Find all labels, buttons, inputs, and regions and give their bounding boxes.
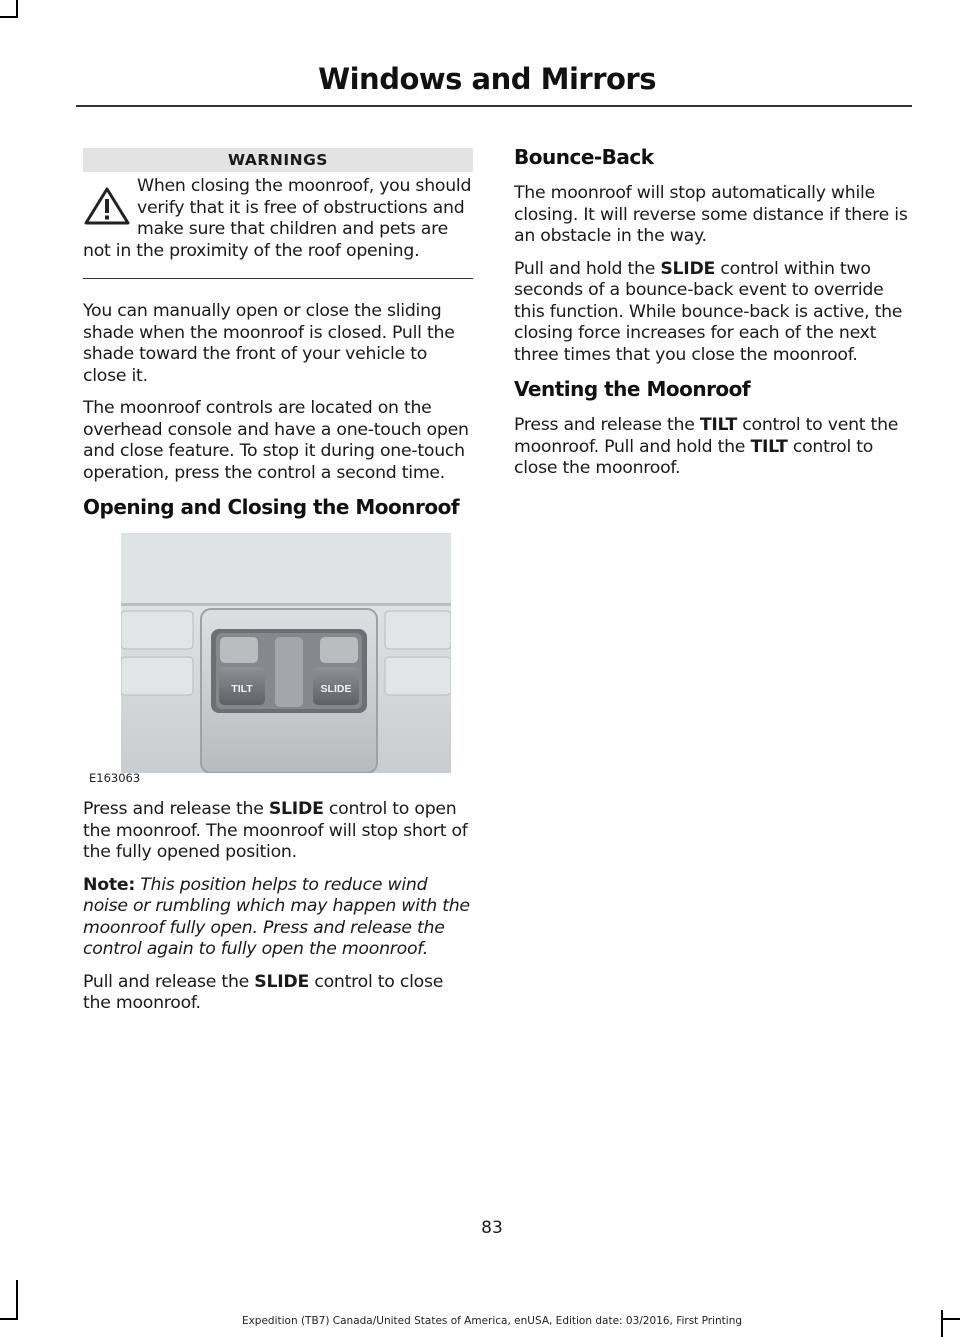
page-title: Windows and Mirrors (318, 62, 656, 96)
heading-venting: Venting the Moonroof (514, 377, 751, 401)
paragraph-pull-slide: Pull and release the SLIDE control to close the moonroof. (83, 971, 444, 1013)
page-number: 83 (481, 1218, 503, 1238)
right-column (514, 145, 908, 491)
figure-id: E163063 (89, 771, 141, 785)
left-column (83, 148, 473, 1026)
warnings-heading: WARNINGS (83, 148, 473, 172)
crop-mark-bottom-left (16, 1280, 18, 1320)
warnings-box (83, 176, 473, 279)
heading-opening-closing: Opening and Closing the Moonroof (83, 495, 460, 519)
tilt-label: TILT (231, 683, 253, 695)
note-label: Note: (83, 874, 135, 895)
paragraph-override: Pull and hold the SLIDE control within two seconds of a bounce-back event to override this function. While bounce-back is active, the closing force increases for each of the next three times that you close the moonroof. (514, 258, 903, 365)
warning-triangle-icon (83, 186, 131, 226)
header-rule (76, 105, 912, 107)
moonroof-controls-figure (83, 533, 473, 785)
crop-mark-top-left-h (0, 16, 18, 18)
paragraph-sliding-shade: You can manually open or close the sliding shade when the moonroof is closed. Pull the shade toward the front of your vehicle to close it. (83, 301, 455, 386)
warnings-text: When closing the moonroof, you should verify that it is free of obstructions and make sure that children and pets are not in the proximity of the roof opening. (83, 176, 472, 261)
paragraph-press-slide: Press and release the SLIDE control to open the moonroof. The moonroof will stop short of the fully opened position. (83, 799, 468, 862)
note-paragraph (83, 875, 473, 961)
moonroof-controls-illustration (121, 533, 451, 773)
paragraph-bounce-back: The moonroof will stop automatically while closing. It will reverse some distance if there is an obstacle in the way. (514, 183, 908, 246)
slide-label: SLIDE (320, 683, 352, 695)
heading-bounce-back: Bounce-Back (514, 145, 654, 169)
footer-text: Expedition (TB7) Canada/United States of America, enUSA, Edition date: 03/2016, First Printing (241, 1315, 743, 1327)
paragraph-venting: Press and release the TILT control to vent the moonroof. Pull and hold the TILT control to close the moonroof. (514, 415, 899, 478)
paragraph-controls-location: The moonroof controls are located on the overhead console and have a one-touch open and close feature. To stop it during one-touch operation, press the control a second time. (83, 398, 469, 483)
note-text: This position helps to reduce wind noise or rumbling which may happen with the moonroof fully open. Press and release the control again to fully open the moonroof. (83, 874, 470, 959)
